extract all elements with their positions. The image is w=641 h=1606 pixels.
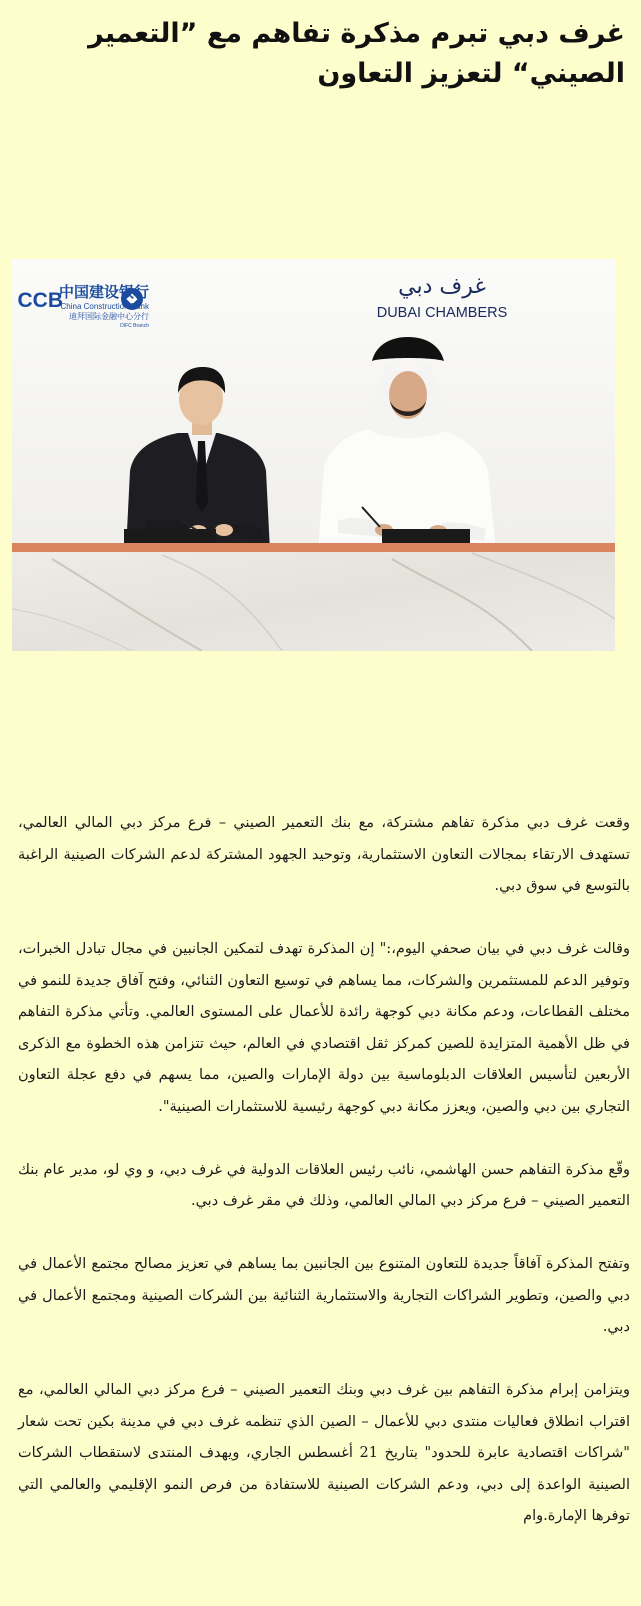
table-top-edge — [12, 543, 615, 552]
article-paragraph-2: وقالت غرف دبي في بيان صحفي اليوم،:" إن المذكرة تهدف لتمكين الجانبين في مجال تبادل الخبرات، وتوفير الدعم للمستثمرين والشركات، مما يساهم في توسيع التعاون الثنائي، وفتح آفاق جديدة للنمو في مختلف القطاعات، ودعم مكانة دبي كوجهة رائدة للأعمال على المستوى العالمي. وتأتي مذكرة التفاهم في ظل الأهمية المتزايدة للصين كمركز ثقل اقتصادي في العالم، حيث تتزامن هذه الخطوة مع الذكرى الأربعين لتأسيس العلاقات الدبلوماسية بين دولة الإمارات والصين، مما يسهم في دفع عجلة التعاون التجاري بين دبي والصين، ويعزز مكانة دبي كوجهة رئيسية للاستثمارات الصينية". — [18, 941, 630, 1115]
signing-folder-left — [124, 529, 216, 543]
article-paragraph-5: ويتزامن إبرام مذكرة التفاهم بين غرف دبي وبنك التعمير الصيني – فرع مركز دبي المالي العالمي، مع اقتراب انطلاق فعاليات منتدى دبي للأعمال – الصين الذي تنظمه غرف دبي في مدينة بكين تحت شعار "شراكات اقتصادية عابرة للحدود" بتاريخ 21 أغسطس الجاري، ويهدف المنتدى لاستقطاب الشركات الصينية الواعدة إلى دبي، ودعم الشركات الصينية للاستفادة من فرص النمو الإقليمي والعالمي التي توفرها الإمارة.وام — [18, 1382, 630, 1524]
dubai-chambers-name-ar: غرف دبي — [398, 274, 486, 299]
signing-folder-right — [382, 529, 470, 543]
article-paragraph-1: وقعت غرف دبي مذكرة تفاهم مشتركة، مع بنك التعمير الصيني – فرع مركز دبي المالي العالمي، تستهدف الارتقاء بمجالات التعاون الاستثمارية، وتوحيد الجهود المشتركة لدعم الشركات الصينية الراغبة بالتوسع في سوق دبي. — [18, 815, 630, 894]
ccb-branch-en: DIFC Branch — [120, 323, 149, 329]
article-headline: غرف دبي تبرم مذكرة تفاهم مع ”التعمير الصيني“ لتعزيز التعاون — [88, 18, 625, 89]
dubai-chambers-name-en: DUBAI CHAMBERS — [376, 305, 508, 321]
ccb-name-en: China Construction Bank — [60, 302, 149, 311]
article-paragraph-4: وتفتح المذكرة آفاقاً جديدة للتعاون المتنوع بين الجانبين بما يساهم في تعزيز مصالح مجتمع الأعمال في دبي والصين، وتطوير الشراكات التجارية والاستثمارية الثنائية بين الشركات الصينية ومجتمع الأعمال في دبي. — [18, 1256, 630, 1335]
article-paragraph-3: وقّع مذكرة التفاهم حسن الهاشمي، نائب رئيس العلاقات الدولية في غرف دبي، و وي لو، مدير عام بنك التعمير الصيني – فرع مركز دبي المالي العالمي، وذلك في مقر غرف دبي. — [18, 1161, 630, 1209]
article-photo — [12, 259, 615, 651]
marble-table-front — [12, 552, 615, 651]
signing-ceremony-photo — [12, 259, 615, 651]
ccb-branch-zh: 迪拜国际金融中心分行 — [69, 312, 149, 321]
article-body — [18, 808, 630, 1533]
ccb-name-zh: 中国建设银行 — [58, 283, 149, 301]
ccb-mark-text: CCB — [17, 289, 63, 312]
